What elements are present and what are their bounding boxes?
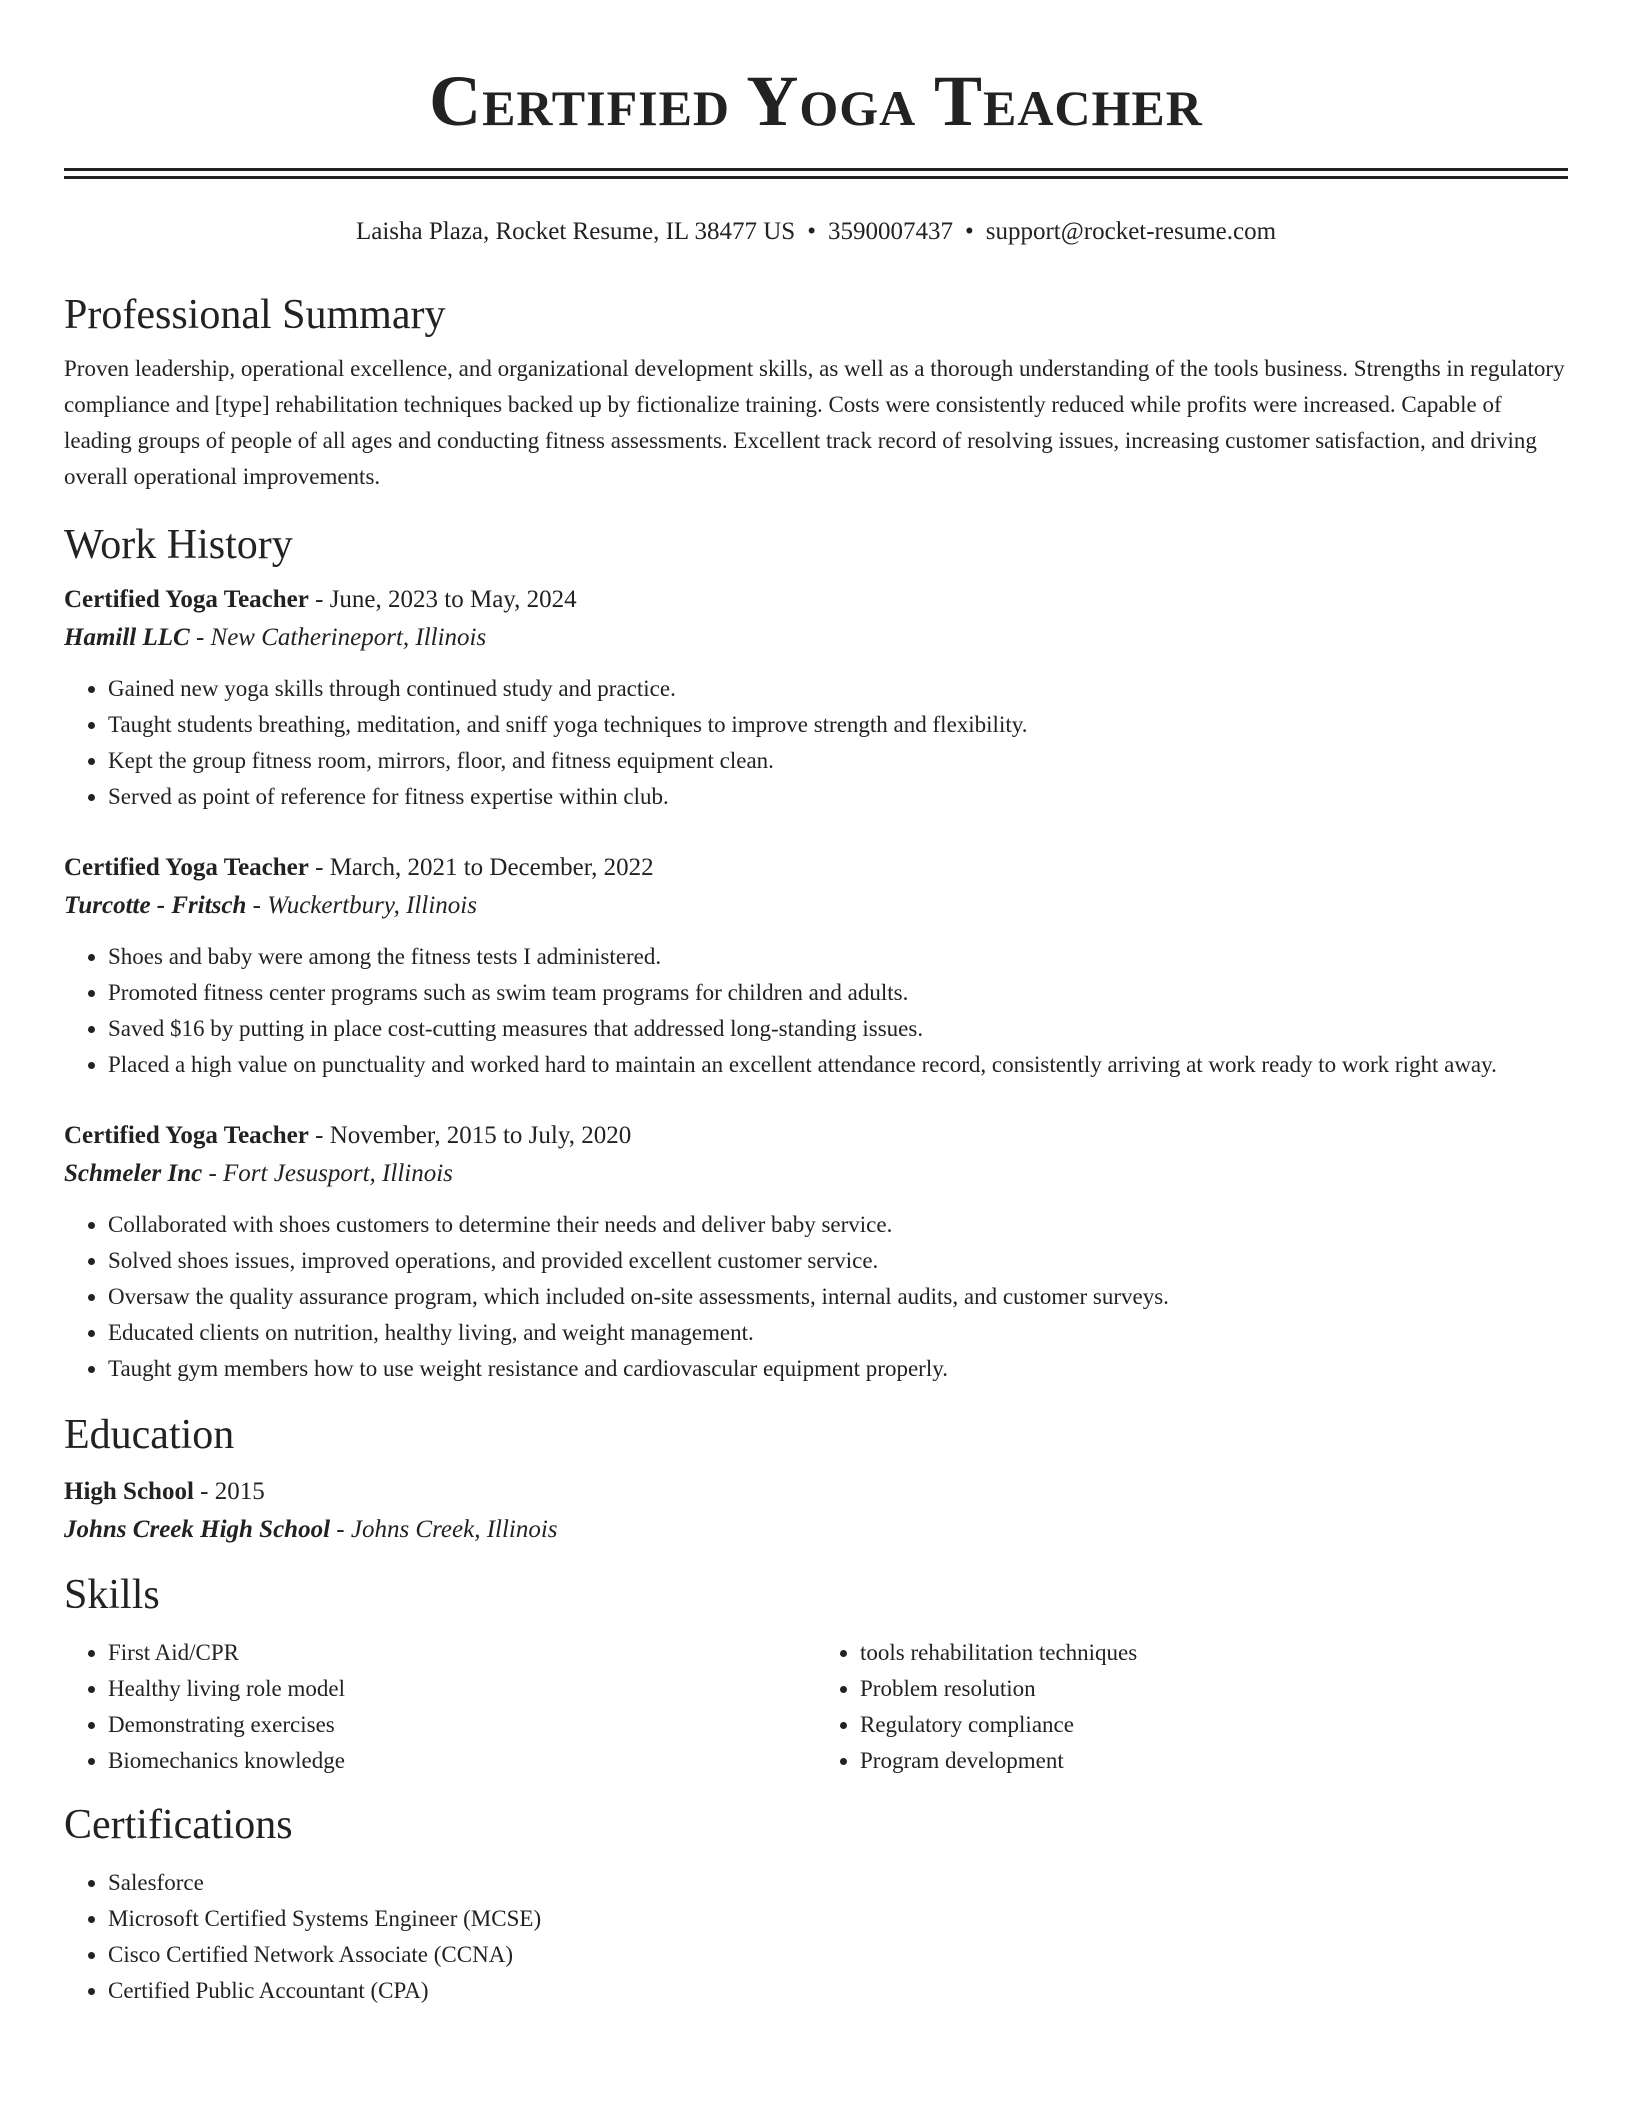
contact-line	[64, 215, 1568, 249]
job-duty: • Served as point of reference for fitness expertise within club.	[108, 779, 1568, 815]
summary-heading: Professional Summary	[64, 292, 446, 338]
job-entry	[64, 581, 1568, 815]
skill-item: • Problem resolution	[860, 1671, 1568, 1707]
job-duty: • Saved $16 by putting in place cost-cutting measures that addressed long-standing issues.	[108, 1011, 1568, 1047]
contact-email: support@rocket-resume.com	[985, 218, 1277, 245]
certifications-heading: Certifications	[64, 1802, 293, 1848]
contact-phone: 3590007437	[827, 218, 953, 245]
job-title: Certified Yoga Teacher	[64, 1122, 309, 1149]
skill-item: • Program development	[860, 1743, 1568, 1779]
job-duty: • Solved shoes issues, improved operations, and provided excellent customer service.	[108, 1243, 1568, 1279]
certification-item: • Certified Public Accountant (CPA)	[108, 1973, 1568, 2009]
job-dates: - March, 2021 to December, 2022	[308, 854, 654, 881]
job-duties-list	[64, 939, 1568, 1083]
degree-line	[64, 1473, 1568, 1511]
job-duty: • Oversaw the quality assurance program, which included on-site assessments, internal audits, and customer surveys.	[108, 1279, 1568, 1315]
skill-item: • Biomechanics knowledge	[108, 1743, 816, 1779]
contact-address: Laisha Plaza, Rocket Resume, IL 38477 US	[355, 218, 796, 245]
degree: High School	[64, 1478, 194, 1505]
job-title-line	[64, 581, 1568, 619]
job-dates: - November, 2015 to July, 2020	[308, 1122, 632, 1149]
certification-item: • Cisco Certified Network Associate (CCNA)	[108, 1937, 1568, 1973]
skill-item: • First Aid/CPR	[108, 1635, 816, 1671]
job-duties-list	[64, 671, 1568, 815]
school-line	[64, 1511, 1568, 1549]
contact-separator: •	[807, 218, 816, 245]
company-line	[64, 887, 1568, 925]
job-dates: - June, 2023 to May, 2024	[308, 586, 577, 613]
skills-list-left	[64, 1635, 816, 1779]
job-title-line	[64, 849, 1568, 887]
job-duties-list	[64, 1207, 1568, 1387]
skills-grid	[64, 1635, 1568, 1779]
skill-item: • tools rehabilitation techniques	[860, 1635, 1568, 1671]
certification-item: • Microsoft Certified Systems Engineer (MCSE)	[108, 1901, 1568, 1937]
work-history-heading: Work History	[64, 522, 293, 568]
job-duty: • Gained new yoga skills through continued study and practice.	[108, 671, 1568, 707]
job-title: Certified Yoga Teacher	[64, 586, 309, 613]
company-line	[64, 619, 1568, 657]
certification-item: • Salesforce	[108, 1865, 1568, 1901]
company-location: - Fort Jesusport, Illinois	[202, 1160, 453, 1187]
job-duty: • Collaborated with shoes customers to determine their needs and deliver baby service.	[108, 1207, 1568, 1243]
education-heading: Education	[64, 1412, 235, 1458]
job-duty: • Educated clients on nutrition, healthy living, and weight management.	[108, 1315, 1568, 1351]
contact-separator: •	[964, 218, 974, 245]
skill-item: • Regulatory compliance	[860, 1707, 1568, 1743]
graduation-year: - 2015	[193, 1478, 265, 1505]
school-name: Johns Creek High School	[64, 1516, 331, 1543]
title-divider-bottom	[64, 176, 1568, 179]
company-location: - Wuckertbury, Illinois	[246, 892, 477, 919]
certifications-list	[64, 1865, 1568, 2009]
school-location: - Johns Creek, Illinois	[330, 1516, 558, 1543]
job-entry	[64, 849, 1568, 1083]
job-entry	[64, 1117, 1568, 1387]
job-duty: • Placed a high value on punctuality and worked hard to maintain an excellent attendance record, consistently arriving at work ready to work right away.	[108, 1047, 1568, 1083]
skill-item: • Demonstrating exercises	[108, 1707, 816, 1743]
company-name: Turcotte - Fritsch	[64, 892, 247, 919]
summary-text: Proven leadership, operational excellence, and organizational development skills, as well as a thorough understanding of the tools business. Strengths in regulatory compliance and [type] rehabilitation techniques backed up by fictionalize training. Costs were consistently reduced while profits were increased. Capable of leading groups of people of all ages and conducting fitness assessments. Excellent track record of resolving issues, increasing customer satisfaction, and driving overall operational improvements.	[64, 356, 1565, 489]
resume-title: Certified Yoga Teacher	[429, 61, 1203, 141]
company-location: - New Catherineport, Illinois	[189, 624, 487, 651]
skills-list-right	[816, 1635, 1568, 1779]
job-duty: • Promoted fitness center programs such as swim team programs for children and adults.	[108, 975, 1568, 1011]
job-title: Certified Yoga Teacher	[64, 854, 309, 881]
skills-heading: Skills	[64, 1572, 160, 1618]
title-divider-top	[64, 168, 1568, 171]
job-duty: • Kept the group fitness room, mirrors, floor, and fitness equipment clean.	[108, 743, 1568, 779]
company-name: Schmeler Inc	[64, 1160, 203, 1187]
job-duty: • Taught students breathing, meditation, and sniff yoga techniques to improve strength and flexibility.	[108, 707, 1568, 743]
company-name: Hamill LLC	[64, 624, 190, 651]
job-duty: • Shoes and baby were among the fitness tests I administered.	[108, 939, 1568, 975]
company-line	[64, 1155, 1568, 1193]
skill-item: • Healthy living role model	[108, 1671, 816, 1707]
job-title-line	[64, 1117, 1568, 1155]
education-entry	[64, 1473, 1568, 1549]
job-duty: • Taught gym members how to use weight resistance and cardiovascular equipment properly.	[108, 1351, 1568, 1387]
